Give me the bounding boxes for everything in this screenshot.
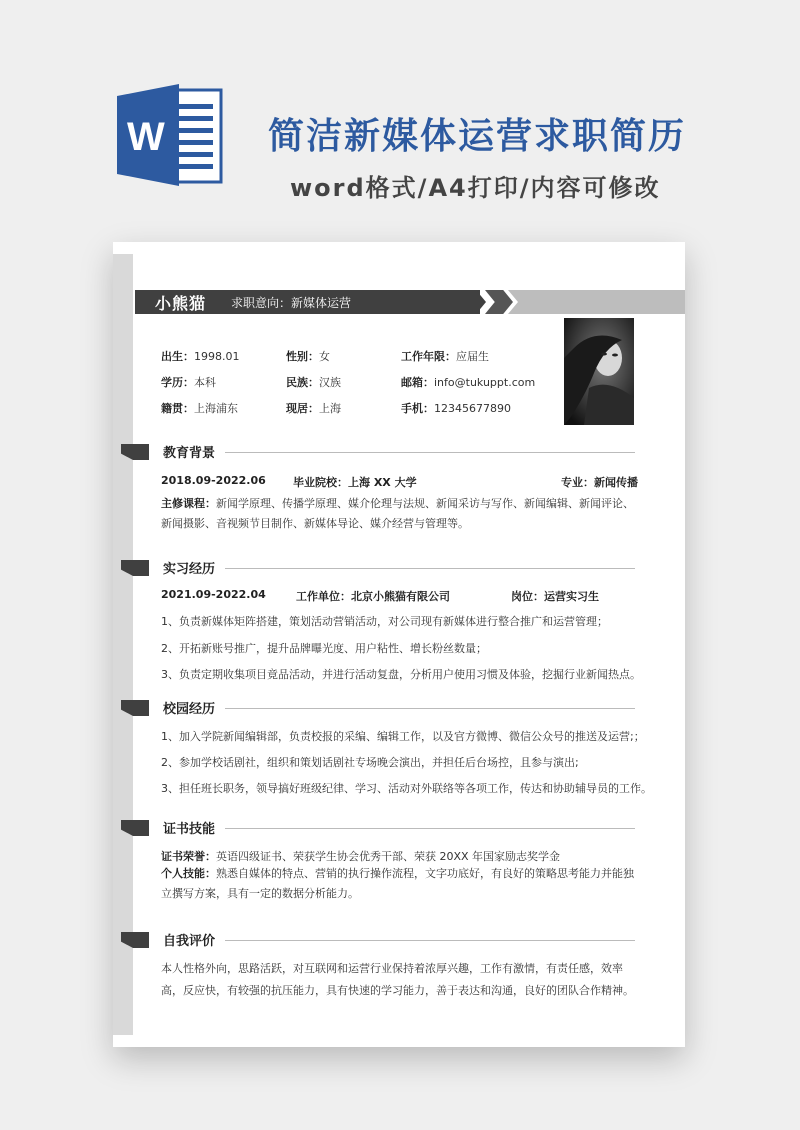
svg-text:W: W — [127, 115, 165, 159]
name-bar — [135, 290, 480, 314]
intent-value: 新媒体运营 — [291, 295, 352, 310]
email-field: 邮箱：info@tukuppt.com — [401, 376, 536, 389]
list-item: 2、参加学校话剧社，组织和策划话剧社专场晚会演出，并担任后台场控，且参与演出; — [161, 756, 579, 769]
intent-label: 求职意向： — [231, 295, 292, 310]
internship-position: 岗位：运营实习生 — [511, 590, 599, 603]
section-tag-icon — [121, 560, 149, 576]
left-accent-bar — [113, 254, 133, 1035]
list-item: 1、负责新媒体矩阵搭建，策划活动营销活动，对公司现有新媒体进行整合推广和运营管理； — [161, 615, 608, 628]
section-divider — [225, 708, 635, 709]
education-period: 2018.09-2022.06 — [161, 474, 266, 487]
word-document-icon — [117, 84, 225, 186]
section-campus-header — [121, 698, 635, 718]
education-major: 专业：新闻传播 — [561, 476, 638, 489]
internship-period: 2021.09-2022.04 — [161, 588, 266, 601]
section-title: 自我评价 — [163, 934, 216, 949]
resume-page — [113, 242, 685, 1047]
internship-company: 工作单位：北京小熊猫有限公司 — [296, 590, 450, 603]
section-title: 校园经历 — [163, 702, 216, 717]
arrow-decoration — [476, 290, 486, 314]
years-field: 工作年限：应届生 — [401, 350, 489, 363]
education-field: 学历：本科 — [161, 376, 216, 389]
section-tag-icon — [121, 444, 149, 460]
section-divider — [225, 452, 635, 453]
list-item: 3、担任班长职务，领导搞好班级纪律、学习、活动对外联络等各项工作，传达和协助辅导员的工作。 — [161, 782, 652, 795]
section-title: 实习经历 — [163, 562, 216, 577]
section-self-header — [121, 930, 635, 950]
section-divider — [225, 940, 635, 941]
section-tag-icon — [121, 820, 149, 836]
section-title: 证书技能 — [163, 822, 216, 837]
skills-ability: 个人技能：熟悉自媒体的特点、营销的执行操作流程，文字功底好，有良好的策略思考能力并能独立撰写方案，具有一定的数据分析能力。 — [161, 867, 634, 900]
section-title: 教育背景 — [163, 446, 216, 461]
section-skills-header — [121, 818, 635, 838]
list-item: 3、负责定期收集项目竟品活动，并进行活动复盘，分析用户使用习惯及体验，挖掘行业新闻热点。 — [161, 668, 641, 681]
list-item: 1、加入学院新闻编辑部，负责校报的采编、编辑工作，以及官方微博、微信公众号的推送及运营;； — [161, 730, 645, 743]
phone-field: 手机：12345677890 — [401, 402, 511, 415]
skills-honors: 证书荣誉：英语四级证书、荣获学生协会优秀干部、荣获 20XX 年国家励志奖学金 — [161, 850, 561, 863]
candidate-name: 小熊猫 — [155, 293, 207, 313]
origin-field: 籍贯：上海浦东 — [161, 402, 238, 415]
gender-field: 性别：女 — [286, 350, 330, 363]
banner-title: 简洁新媒体运营求职简历 — [268, 116, 687, 157]
chevron-decoration — [485, 290, 513, 314]
residence-field: 现居：上海 — [286, 402, 341, 415]
ethnicity-field: 民族：汉族 — [286, 376, 341, 389]
list-item: 2、开拓新账号推广，提升品牌曝光度、用户粘性、增长粉丝数量； — [161, 642, 487, 655]
education-courses: 主修课程：新闻学原理、传播学原理、媒介伦理与法规、新闻采访与写作、新闻编辑、新闻评论、新闻摄影、音视频节目制作、新媒体导论、媒介经营与管理等。 — [161, 497, 634, 530]
birth-field: 出生：1998.01 — [161, 350, 240, 363]
education-school: 毕业院校：上海 XX 大学 — [293, 476, 417, 489]
self-evaluation: 本人性格外向，思路活跃，对互联网和运营行业保持着浓厚兴趣，工作有激情，有责任感，效率高，反应快，有较强的抗压能力，具有快速的学习能力，善于表达和沟通，良好的团队合作精神。 — [161, 962, 634, 997]
section-divider — [225, 828, 635, 829]
section-tag-icon — [121, 932, 149, 948]
header-gray-bar — [508, 290, 685, 314]
section-internship-header — [121, 558, 635, 578]
profile-photo — [564, 318, 634, 425]
banner-subtitle: word格式/A4打印/内容可修改 — [290, 174, 661, 202]
section-tag-icon — [121, 700, 149, 716]
section-education-header — [121, 442, 635, 462]
section-divider — [225, 568, 635, 569]
